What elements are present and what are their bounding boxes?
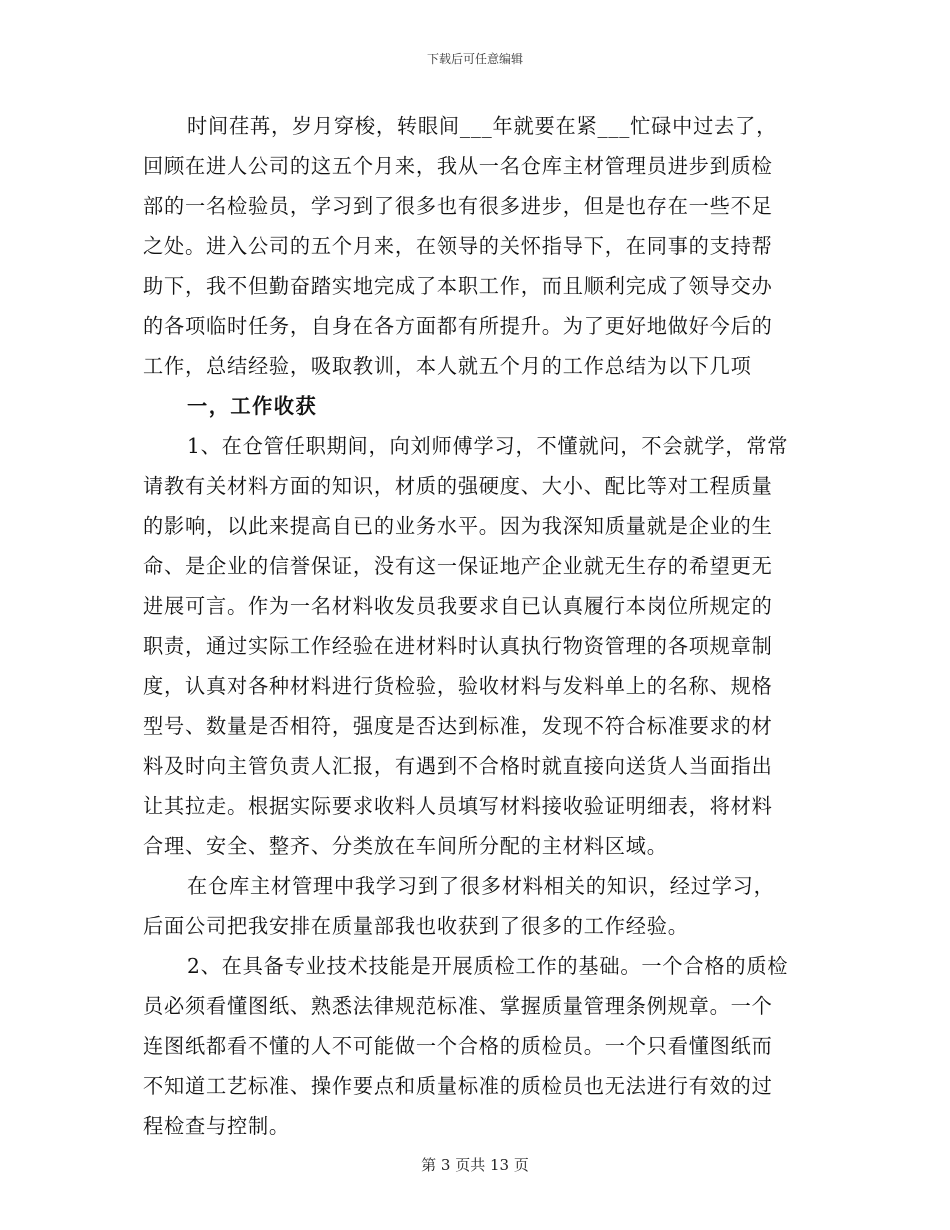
- paragraph-line: 部的一名检验员，学习到了很多也有很多进步，但是也存在一些不足: [143, 194, 773, 218]
- paragraph-line: 合理、安全、整齐、分类放在车间所分配的主材料区域。: [143, 834, 668, 858]
- paragraph-line: 连图纸都看不懂的人不可能做一个合格的质检员。一个只看懂图纸而: [143, 1034, 773, 1058]
- paragraph-line: 程检查与控制。: [143, 1114, 290, 1138]
- paragraph-line: 在仓库主材管理中我学习到了很多材料相关的知识，经过学习，: [187, 874, 775, 898]
- paragraph-line: 时间荏苒，岁月穿梭，转眼间___年就要在紧___忙碌中过去了，: [187, 114, 778, 138]
- paragraph-line: 回顾在进人公司的这五个月来，我从一名仓库主材管理员进步到质检: [143, 154, 773, 178]
- paragraph-line: 请教有关材料方面的知识，材质的强硬度、大小、配比等对工程质量: [143, 474, 773, 498]
- paragraph-line: 让其拉走。根据实际要求收料人员填写材料接收验证明细表，将材料: [143, 794, 773, 818]
- document-body: [143, 106, 808, 1146]
- paragraph-line: 员必须看懂图纸、熟悉法律规范标准、掌握质量管理条例规章。一个: [143, 994, 773, 1018]
- paragraph-line: 不知道工艺标准、操作要点和质量标准的质检员也无法进行有效的过: [143, 1074, 773, 1098]
- paragraph-line: 工作，总结经验，吸取教训，本人就五个月的工作总结为以下几项: [143, 354, 752, 378]
- paragraph-line: 的各项临时任务，自身在各方面都有所提升。为了更好地做好今后的: [143, 314, 773, 338]
- section-heading: 一，工作收获: [187, 394, 318, 418]
- paragraph-line: 进展可言。作为一名材料收发员我要求自已认真履行本岗位所规定的: [143, 594, 773, 618]
- paragraph-line: 职责，通过实际工作经验在进材料时认真执行物资管理的各项规章制: [143, 634, 773, 658]
- paragraph-line: 度，认真对各种材料进行货检验，验收材料与发料单上的名称、规格: [143, 674, 773, 698]
- paragraph-line: 料及时向主管负责人汇报，有遇到不合格时就直接向送货人当面指出: [143, 754, 773, 778]
- paragraph-line: 命、是企业的信誉保证，没有这一保证地产企业就无生存的希望更无: [143, 554, 773, 578]
- paragraph-line: 1、在仓管任职期间，向刘师傅学习，不懂就问，不会就学，常常: [187, 434, 789, 458]
- paragraph-line: 之处。进入公司的五个月来，在领导的关怀指导下，在同事的支持帮: [143, 234, 773, 258]
- paragraph-line: 后面公司把我安排在质量部我也收获到了很多的工作经验。: [143, 914, 689, 938]
- page-footer: 第 3 页共 13 页: [421, 1156, 529, 1174]
- paragraph-line: 型号、数量是否相符，强度是否达到标准，发现不符合标准要求的材: [143, 714, 773, 738]
- page-header: 下载后可任意编辑: [426, 52, 523, 66]
- paragraph-line: 助下，我不但勤奋踏实地完成了本职工作，而且顺利完成了领导交办: [143, 274, 773, 298]
- paragraph-line: 2、在具备专业技术技能是开展质检工作的基础。一个合格的质检: [187, 954, 789, 978]
- paragraph-line: 的影响，以此来提高自已的业务水平。因为我深知质量就是企业的生: [143, 514, 773, 538]
